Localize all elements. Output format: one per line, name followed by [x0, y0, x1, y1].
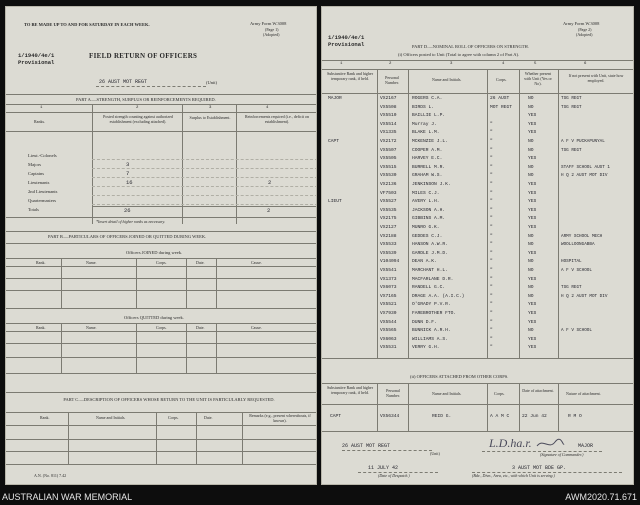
officer-name: ROGERS C.A.	[412, 96, 443, 101]
officer-rank: LIEUT	[328, 199, 342, 205]
officer-present: YES	[528, 182, 537, 187]
rank-label: Lieut.-Colonels	[28, 153, 57, 158]
rank-row	[6, 152, 316, 159]
officer-name: MUNRO G.K.	[412, 225, 440, 230]
army-form-adopted: (Adopted)	[263, 32, 280, 37]
officer-row	[322, 138, 633, 145]
officer-number: VX2136	[380, 182, 397, 187]
officer-employment: A F V SCHOOL	[561, 328, 592, 334]
officer-name: JACKSON A.H.	[412, 207, 446, 213]
officer-corps: "	[490, 250, 493, 256]
officer-name: GIBBINS A.M.	[412, 216, 446, 222]
officer-name: AVERY L.H.	[412, 199, 440, 205]
officer-present: NO	[528, 293, 534, 299]
officer-corps: "	[490, 156, 493, 162]
officer-row	[322, 190, 633, 197]
officer-number: VX7930	[380, 311, 397, 316]
officer-row	[322, 112, 633, 119]
officer-corps: "	[490, 345, 493, 351]
officer-row	[322, 267, 633, 274]
officer-present: NO	[528, 242, 534, 248]
officer-row	[322, 301, 633, 308]
attached-heading: (ii) OFFICERS ATTACHED FROM OTHER CORPS.	[410, 374, 509, 379]
rank-label: Majors	[28, 162, 42, 167]
officer-present: YES	[528, 276, 537, 282]
officer-corps: "	[490, 190, 493, 196]
officer-name: GARDLE J.M.D.	[412, 250, 448, 256]
officer-number: VX5508	[380, 104, 397, 110]
rank-reinf: 2	[268, 179, 272, 186]
officer-corps: "	[490, 302, 493, 308]
officer-name: JENKINSON J.K.	[412, 182, 451, 187]
officer-corps: "	[490, 259, 493, 265]
officer-number: VX6063	[380, 336, 397, 342]
archive-reference: AWM2020.71.671	[565, 492, 637, 502]
officer-row	[322, 319, 633, 326]
officer-name: BAILLIE L.P.	[412, 113, 446, 119]
officer-number: VX5507	[380, 147, 397, 153]
part-b-heading: PART B.—PARTICULARS OF OFFICERS JOINED OR QUITTED DURING WEEK.	[48, 234, 207, 239]
attached-nature: R M O	[568, 414, 582, 419]
officer-number: VX2188	[380, 233, 397, 239]
attached-date: 22 Jun 42	[522, 414, 547, 419]
rank-row	[6, 170, 316, 177]
officer-name: BURRELL M.R.	[412, 164, 446, 170]
officer-corps: "	[490, 164, 493, 170]
officer-present: NO	[528, 173, 534, 179]
officer-row	[322, 241, 633, 248]
formation-label: (Bde., Divn., Area, etc., with which Unit is serving.)	[472, 473, 555, 478]
signature-rank: MAJOR	[578, 443, 594, 449]
archive-caption-bar	[0, 490, 640, 505]
footer-unit: 26 AUST MOT REGT	[342, 443, 391, 449]
officer-number: VX1373	[380, 276, 397, 282]
unit-label: (Unit)	[206, 80, 217, 85]
officer-present: YES	[528, 130, 537, 136]
officer-number: VX5533	[380, 242, 397, 248]
officer-corps: "	[490, 147, 493, 153]
officer-row	[322, 129, 633, 136]
officer-corps: "	[490, 293, 493, 299]
officer-row	[322, 250, 633, 257]
part-c-heading: PART C.—DESCRIPTION OF OFFICERS WHOSE RETURN TO THE UNIT IS PARTICULARLY REQUESTED.	[63, 397, 275, 402]
rank-row	[6, 179, 316, 186]
army-form-adopted-2: (Adopted)	[576, 32, 593, 37]
officer-present: YES	[528, 319, 537, 325]
form-title: FIELD RETURN OF OFFICERS	[89, 52, 198, 60]
attached-number: VX56344	[380, 414, 400, 419]
officer-corps: "	[490, 311, 493, 316]
officer-number: VX2127	[380, 225, 397, 230]
officer-number: V104094	[380, 259, 400, 265]
officer-employment: WOOLLOONGABBA	[561, 242, 595, 248]
officer-number: VX7165	[380, 293, 397, 299]
officer-row	[322, 224, 633, 231]
archive-name: AUSTRALIAN WAR MEMORIAL	[2, 492, 133, 502]
officer-row	[322, 198, 633, 205]
officer-row	[322, 207, 633, 214]
officer-rank: CAPT	[328, 139, 340, 144]
officer-row	[322, 121, 633, 128]
attached-corps: A A M C	[490, 414, 510, 419]
attached-rank: CAPT	[330, 414, 342, 419]
officer-name: HARVEY E.C.	[412, 156, 443, 162]
left-form-page: TO BE MADE UP TO AND FOR SATURDAY IN EACH WEEK. Army Form W.3008 (Page 1) (Adopted) 1/1940/4e/1 Provisional FIELD RETURN OF OFFICERS 26 AUST MOT REGT (Unit) PART A.—STRENGTH, SURPLUS OR REINFORCEMENTS REQUIRED. 1 2 3 4 Ranks. Posted strength counting against authorized establishment (excluding attached). Surplus to Establishment. Reinforcements required (i.e., deficit on establishment). Lieut.-Colonels Majors 3 Captains 7 Lieutenants 16 2 2nd Lieutenants Quartermasters Totals 26 2 *Insert detail of higher ranks as necessary. PART B.—PARTICULARS OF OFFICERS JOINED OR QUITTED DURING WEEK. Officers JOINED during week. Rank. Name. Corps. Date. Cause. Officers QUITTED during week. Rank. Name. Corps. Date. Cause. PART C.—DESCRIPTION OF OFFICERS WHOSE RETURN TO THE UNIT IS PARTICULARLY REQUESTED. Rank. Name and Initials. Corps. Date. Remarks (e.g., present whereabouts, if known). A.N. (No. 811) 7.42	[5, 6, 317, 485]
officer-employment: STAFF SCHOOL AUST 1	[561, 164, 610, 170]
officer-corps: "	[490, 199, 493, 205]
officer-number: VX5510	[380, 113, 397, 119]
officer-present: NO	[528, 259, 534, 265]
officer-employment: H Q 2 AUST MOT DIV	[561, 173, 608, 179]
officer-name: MACFARLANE D.R.	[412, 276, 454, 282]
officer-corps: "	[490, 225, 493, 230]
officer-corps: "	[490, 173, 493, 179]
totals-posted: 26	[124, 207, 131, 214]
col-posted-header: Posted strength counting against authorized establishment (excluding attached).	[103, 114, 173, 124]
army-form-page-2: (Page 2)	[578, 27, 592, 32]
part-d-subheading: (i) Officers posted to Unit (Total to agree with column 2 of Part A).	[398, 52, 520, 57]
officer-present: NO	[528, 268, 534, 273]
officer-employment: TSG REGT	[561, 104, 582, 110]
officer-corps: "	[490, 242, 493, 248]
officer-name: O'GRADY P.V.R.	[412, 302, 451, 308]
army-form-page: (Page 1)	[265, 27, 279, 32]
officer-row	[322, 258, 633, 265]
officer-corps: "	[490, 130, 493, 136]
joined-label: Officers JOINED during week.	[126, 250, 183, 255]
rank-label: Captains	[28, 171, 45, 176]
part-a-heading: PART A.—STRENGTH, SURPLUS OR REINFORCEMENTS REQUIRED.	[76, 97, 216, 102]
officer-corps: 26 AUST	[490, 96, 510, 101]
officer-employment: TSG REGT	[561, 147, 582, 153]
officer-present: YES	[528, 336, 537, 342]
quitted-label: Officers QUITTED during week.	[124, 315, 184, 320]
footer-unit-label: (Unit)	[430, 451, 440, 456]
officer-employment: H Q 2 AUST MOT DIV	[561, 293, 608, 299]
officer-row	[322, 276, 633, 283]
officer-row	[322, 344, 633, 351]
officer-number: VX5514	[380, 121, 397, 127]
rank-label: Lieutenants	[28, 180, 50, 185]
despatch-date-label: (Date of Despatch.)	[378, 473, 410, 478]
officer-corps: MOT REGT	[490, 104, 513, 110]
officer-number: VF7503	[380, 190, 397, 196]
officer-corps: "	[490, 328, 493, 334]
officer-corps: "	[490, 121, 493, 127]
officer-present: YES	[528, 250, 537, 256]
part-d-heading: PART D.—NOMINAL ROLL OF OFFICERS ON STRENGTH.	[412, 44, 529, 49]
part-a-footnote: *Insert detail of higher ranks as necessary.	[96, 219, 165, 224]
officer-row	[322, 327, 633, 334]
officer-employment: HOSPITAL	[561, 259, 582, 265]
despatch-date: 11 JULY 42	[368, 465, 399, 471]
officer-corps: "	[490, 319, 493, 325]
rank-row	[6, 188, 316, 195]
officer-present: YES	[528, 121, 537, 127]
officer-name: VERRY G.H.	[412, 345, 440, 351]
totals-label: Totals	[28, 207, 39, 212]
rank-posted: 16	[126, 179, 133, 186]
attached-name: REID G.	[432, 414, 452, 419]
officer-employment: TSG REGT	[561, 285, 582, 291]
officer-present: YES	[528, 345, 537, 351]
officer-number: VX5527	[380, 199, 397, 205]
reference-number: 1/1940/4e/1	[18, 52, 55, 59]
officer-number: VX5565	[380, 328, 397, 334]
officer-row	[322, 336, 633, 343]
officer-row	[322, 284, 633, 291]
officer-present: NO	[528, 164, 534, 170]
officer-name: DUNN D.F.	[412, 319, 437, 325]
officer-present: NO	[528, 104, 534, 110]
officer-present: NO	[528, 328, 534, 334]
officer-name: WILLIAMS A.S.	[412, 336, 448, 342]
officer-row	[322, 104, 633, 111]
officer-number: VX1335	[380, 130, 397, 136]
officer-name: MCKENZIE J.L.	[412, 139, 448, 144]
officer-row	[322, 155, 633, 162]
officer-name: BUNNICK A.R.H.	[412, 328, 451, 334]
officer-corps: "	[490, 216, 493, 222]
officer-corps: "	[490, 285, 493, 291]
reference-status-2: Provisional	[328, 41, 365, 48]
officer-name: COOPER A.M.	[412, 147, 443, 153]
officer-name: BIRDS L.	[412, 104, 435, 110]
officer-corps: "	[490, 182, 493, 187]
officer-present: YES	[528, 113, 537, 119]
officer-present: YES	[528, 207, 537, 213]
reference-status: Provisional	[18, 59, 55, 66]
officer-name: BLAKE L.M.	[412, 130, 440, 136]
officer-row	[322, 172, 633, 179]
officer-row	[322, 233, 633, 240]
officer-row	[322, 95, 633, 102]
unit-name: 26 AUST MOT REGT	[99, 79, 148, 85]
officer-employment: ARMY SCHOOL MECH	[561, 233, 603, 239]
rank-label: Quartermasters	[28, 198, 57, 203]
print-code: A.N. (No. 811) 7.42	[34, 473, 67, 478]
officer-present: NO	[528, 233, 534, 239]
officer-name: Murray J.	[412, 121, 437, 127]
signature-label: (Signature of Commander.)	[540, 452, 584, 457]
officer-present: YES	[528, 156, 537, 162]
officer-corps: "	[490, 268, 493, 273]
officer-number: VX5521	[380, 302, 397, 308]
commander-signature: L.D.ha.r.	[489, 436, 565, 451]
officer-number: VX2172	[380, 139, 397, 144]
officer-number: VX5535	[380, 207, 397, 213]
officer-employment: A F V PUCKAPUNYAL	[561, 139, 605, 144]
signature-flourish	[535, 438, 565, 450]
army-form-label-2: Army Form W.3008	[563, 21, 600, 26]
col-reinf-header: Reinforcements required (i.e., deficit on establishment).	[244, 114, 310, 124]
officer-corps: "	[490, 233, 493, 239]
totals-reinf: 2	[267, 207, 271, 214]
officer-name: FAREBROTHER FTO.	[412, 311, 457, 316]
officer-name: MARCHANT H.L.	[412, 268, 448, 273]
officer-number: VX5530	[380, 173, 397, 179]
formation: 3 AUST MOT BDE GP.	[512, 465, 567, 471]
officer-corps: "	[490, 207, 493, 213]
officer-number: VX5541	[380, 268, 397, 273]
officer-present: YES	[528, 225, 537, 230]
officer-row	[322, 181, 633, 188]
officer-number: VX5544	[380, 319, 397, 325]
officer-name: DEAN A.K.	[412, 259, 437, 265]
attached-row	[322, 413, 633, 420]
officer-present: NO	[528, 147, 534, 153]
officer-present: NO	[528, 285, 534, 291]
rank-row	[6, 161, 316, 168]
officer-employment: A F V SCHOOL	[561, 268, 592, 273]
header-note: TO BE MADE UP TO AND FOR SATURDAY IN EACH WEEK.	[24, 22, 150, 27]
officer-number: VX6073	[380, 285, 397, 291]
officer-row	[322, 215, 633, 222]
reference-number-2: 1/1940/4e/1	[328, 34, 365, 41]
officer-corps: "	[490, 276, 493, 282]
officer-name: MILES C.J.	[412, 190, 440, 196]
right-form-page: Army Form W.3008 (Page 2) (Adopted) 1/1940/4e/1 Provisional PART D.—NOMINAL ROLL OF OFFICERS ON STRENGTH. (i) Officers posted to Unit (Total to agree with column 2 of Part A). 1 2 3 4 5 6 Substantive Rank and higher temporary rank, if held. Personal Number. Name and Initials. Corps. Whether present with Unit (Yes or No). If not present with Unit, state how employed. MAJOR VX2167 ROGERS C.A. 26 AUST NO TSG REGT VX5508 BIRDS L. MOT REGT NO TSG REGT VX5510 BAILLIE L.P. YES VX5514 Murray J. " YES VX1335 BLAKE L.M. " YES CAPT VX2172 MCKENZIE J.L. " NO A F V PUCKAPUNYAL VX5507 COOPER A.M. " NO TSG REGT VX5505 HARVEY E.C. " YES VX5515 BURRELL M.R. " NO STAFF SCHOOL AUST 1 VX5530 GRAHAM W.S. " NO H Q 2 AUST MOT DIV VX2136 JENKINSON J.K. " YES VF7503 MILES C.J. " YES LIEUT VX5527 AVERY L.H. " YES VX5535 JACKSON A.H. " YES VX2175 GIBBINS A.M. " YES VX2127 MUNRO G.K. " YES VX2188 GEDDES C.J. " NO ARMY SCHOOL MECH VX5533 HANSON A.W.R. " NO WOOLLOONGABBA VX5539 GARDLE J.M.D. " YES V104094 DEAN A.K. " NO HOSPITAL VX5541 MARCHANT H.L. " NO A F V SCHOOL VX1373 MACFARLANE D.R. " YES VX6073 RANDELL G.C. " NO TSG REGT VX7165 DRAGE A.A. (A.I.C.) " NO H Q 2 AUST MOT DIV VX5521 O'GRADY P.V.R. " YES VX7930 FAREBROTHER FTO. " YES VX5544 DUNN D.F. " YES VX5565 BUNNICK A.R.H. " NO A F V SCHOOL VX6063 WILLIAMS A.S. " YES VX5531 VERRY G.H. " YES (ii) OFFICERS ATTACHED FROM OTHER CORPS. Substantive Rank and higher temporary rank, if held. Personal Number. Name and Initials. Corps. Date of attachment. Nature of attachment. CAPT VX56344 REID G. A A M C 22 Jun 42 R M O 26 AUST MOT REGT (Unit) L.D.ha.r. MAJOR (Signature of Commander.) 11 JULY 42 (Date of Despatch.) 3 AUST MOT BDE GP. (Bde., Divn., Area, etc., with which Unit is serving.)	[321, 6, 634, 485]
officer-present: YES	[528, 216, 537, 222]
officer-present: NO	[528, 139, 534, 144]
officer-number: VX5515	[380, 164, 397, 170]
officer-employment: TSG REGT	[561, 96, 582, 101]
officer-row	[322, 164, 633, 171]
officer-present: YES	[528, 311, 537, 316]
officer-number: VX5531	[380, 345, 397, 351]
rank-label: 2nd Lieutenants	[28, 189, 58, 194]
officer-present: NO	[528, 96, 534, 101]
officer-corps: "	[490, 336, 493, 342]
officer-corps: "	[490, 139, 493, 144]
officer-name: GRAHAM W.S.	[412, 173, 443, 179]
officer-number: VX2167	[380, 96, 397, 101]
col-ranks-header: Ranks.	[34, 119, 45, 124]
officer-present: YES	[528, 190, 537, 196]
officer-rank: MAJOR	[328, 96, 342, 101]
rank-posted: 3	[126, 161, 130, 168]
army-form-label: Army Form W.3008	[250, 21, 287, 26]
officer-present: YES	[528, 302, 537, 308]
officer-name: DRAGE A.A. (A.I.C.)	[412, 293, 465, 299]
rank-posted: 7	[126, 170, 130, 177]
col-surplus-header: Surplus to Establishment.	[189, 115, 231, 120]
officer-number: VX2175	[380, 216, 397, 222]
officer-name: HANSON A.W.R.	[412, 242, 448, 248]
officer-row	[322, 310, 633, 317]
officer-row	[322, 147, 633, 154]
officer-name: GEDDES C.J.	[412, 233, 443, 239]
officer-number: VX5539	[380, 250, 397, 256]
officer-present: YES	[528, 199, 537, 205]
rank-row	[6, 197, 316, 204]
officer-row	[322, 293, 633, 300]
officer-name: RANDELL G.C.	[412, 285, 446, 291]
officer-number: VX5505	[380, 156, 397, 162]
